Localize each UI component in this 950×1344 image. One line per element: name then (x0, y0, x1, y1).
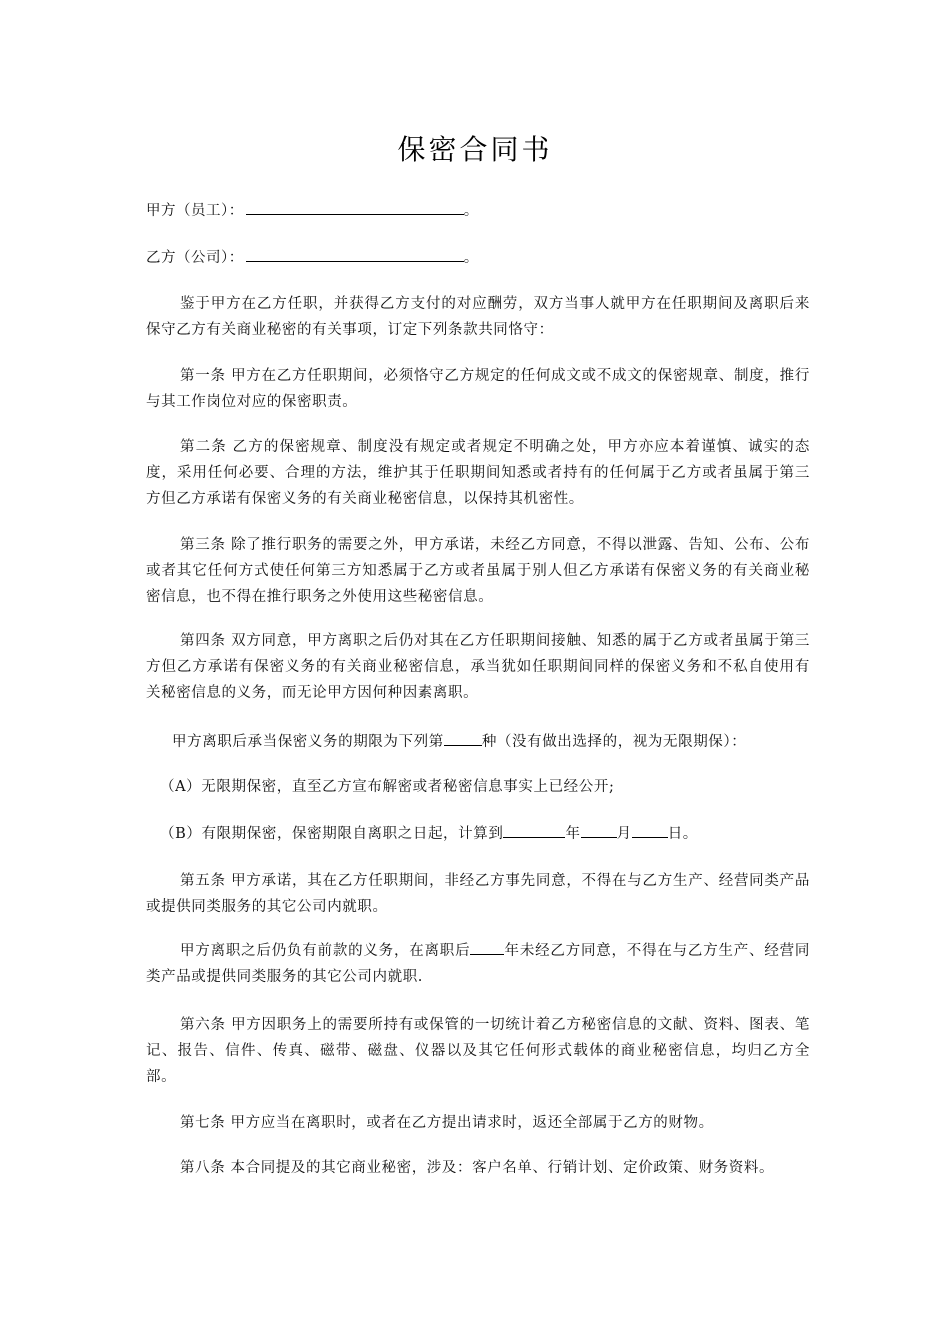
party-b-blank[interactable] (246, 247, 464, 262)
article-5: 第五条 甲方承诺，其在乙方任职期间，非经乙方事先同意，不得在与乙方生产、经营同类产品或提供同类服务的其它公司内就职。 (146, 873, 810, 915)
option-b-day-blank[interactable] (632, 823, 668, 838)
article-4: 第四条 双方同意，甲方离职之后仍对其在乙方任职期间接触、知悉的属于乙方或者虽属于第三方但乙方承诺有保密义务的有关商业秘密信息，承当犹如任职期间同样的保密义务和不私自使用有关秘密信息的义务，而无论甲方因何种因素离职。 (146, 633, 810, 701)
article-6: 第六条 甲方因职务上的需要所持有或保管的一切统计着乙方秘密信息的文献、资料、图表、笔记、报告、信件、传真、磁带、磁盘、仪器以及其它任何形式载体的商业秘密信息，均归乙方全部。 (146, 1017, 810, 1085)
article-2: 第二条 乙方的保密规章、制度没有规定或者规定不明确之处，甲方亦应本着谨慎、诚实的态度，采用任何必要、合理的方法，维护其于任职期间知悉或者持有的任何属于乙方或者虽属于第三方但乙方承诺有保密义务的有关商业秘密信息，以保持其机密性。 (146, 439, 810, 507)
option-a: （A）无限期保密，直至乙方宣布解密或者秘密信息事实上已经公开; (160, 779, 615, 795)
article-8: 第八条 本合同提及的其它商业秘密，涉及：客户名单、行销计划、定价政策、财务资料。 (180, 1160, 775, 1176)
option-b-year-label: 年 (565, 826, 581, 842)
term-line-start: 甲方离职后承当保密义务的期限为下列第 (172, 734, 444, 750)
article-1: 第一条 甲方在乙方任职期间，必须恪守乙方规定的任何成文或不成文的保密规章、制度，推行与其工作岗位对应的保密职责。 (146, 368, 810, 410)
noncompete-text-start: 甲方离职之后仍负有前款的义务，在离职后 (180, 943, 471, 959)
party-b-label: 乙方（公司）： (146, 250, 244, 266)
party-a-end: 。 (463, 203, 479, 219)
party-a-label: 甲方（员工）： (146, 203, 244, 219)
article-3: 第三条 除了推行职务的需要之外，甲方承诺，未经乙方同意，不得以泄露、告知、公布、公布或者其它任何方式使任何第三方知悉属于乙方或者虽属于别人但乙方承诺有保密义务的有关商业秘密信息，也不得在推行职务之外使用这些秘密信息。 (146, 537, 810, 605)
term-line-end: 种（没有做出选择的，视为无限期保）： (481, 734, 747, 750)
noncompete-text-end: 年未经乙方同意，不得在与乙方生产、经营同类产品或提供同类服务的其它公司内就职. (146, 943, 810, 985)
article-7: 第七条 甲方应当在离职时，或者在乙方提出请求时，返还全部属于乙方的财物。 (180, 1115, 714, 1131)
party-a-blank[interactable] (246, 200, 464, 215)
term-choice-line (172, 731, 746, 752)
party-b-end: 。 (463, 250, 479, 266)
party-b-line (146, 247, 479, 268)
noncompete-years-blank[interactable] (470, 940, 504, 955)
option-b-month-blank[interactable] (581, 823, 617, 838)
option-b-month-label: 月 (616, 826, 632, 842)
option-b-text: （B）有限期保密，保密期限自离职之日起，计算到 (160, 826, 504, 842)
noncompete-paragraph (146, 938, 810, 990)
document-title: 保密合同书 (397, 133, 553, 166)
party-a-line (146, 200, 479, 221)
option-b-year-blank[interactable] (503, 823, 565, 838)
option-b (160, 823, 698, 844)
preamble-paragraph: 鉴于甲方在乙方任职，并获得乙方支付的对应酬劳，双方当事人就甲方在任职期间及离职后来保守乙方有关商业秘密的有关事项，订定下列条款共同恪守： (146, 296, 810, 338)
term-choice-blank[interactable] (444, 731, 482, 746)
option-b-day-label: 日。 (667, 826, 698, 842)
